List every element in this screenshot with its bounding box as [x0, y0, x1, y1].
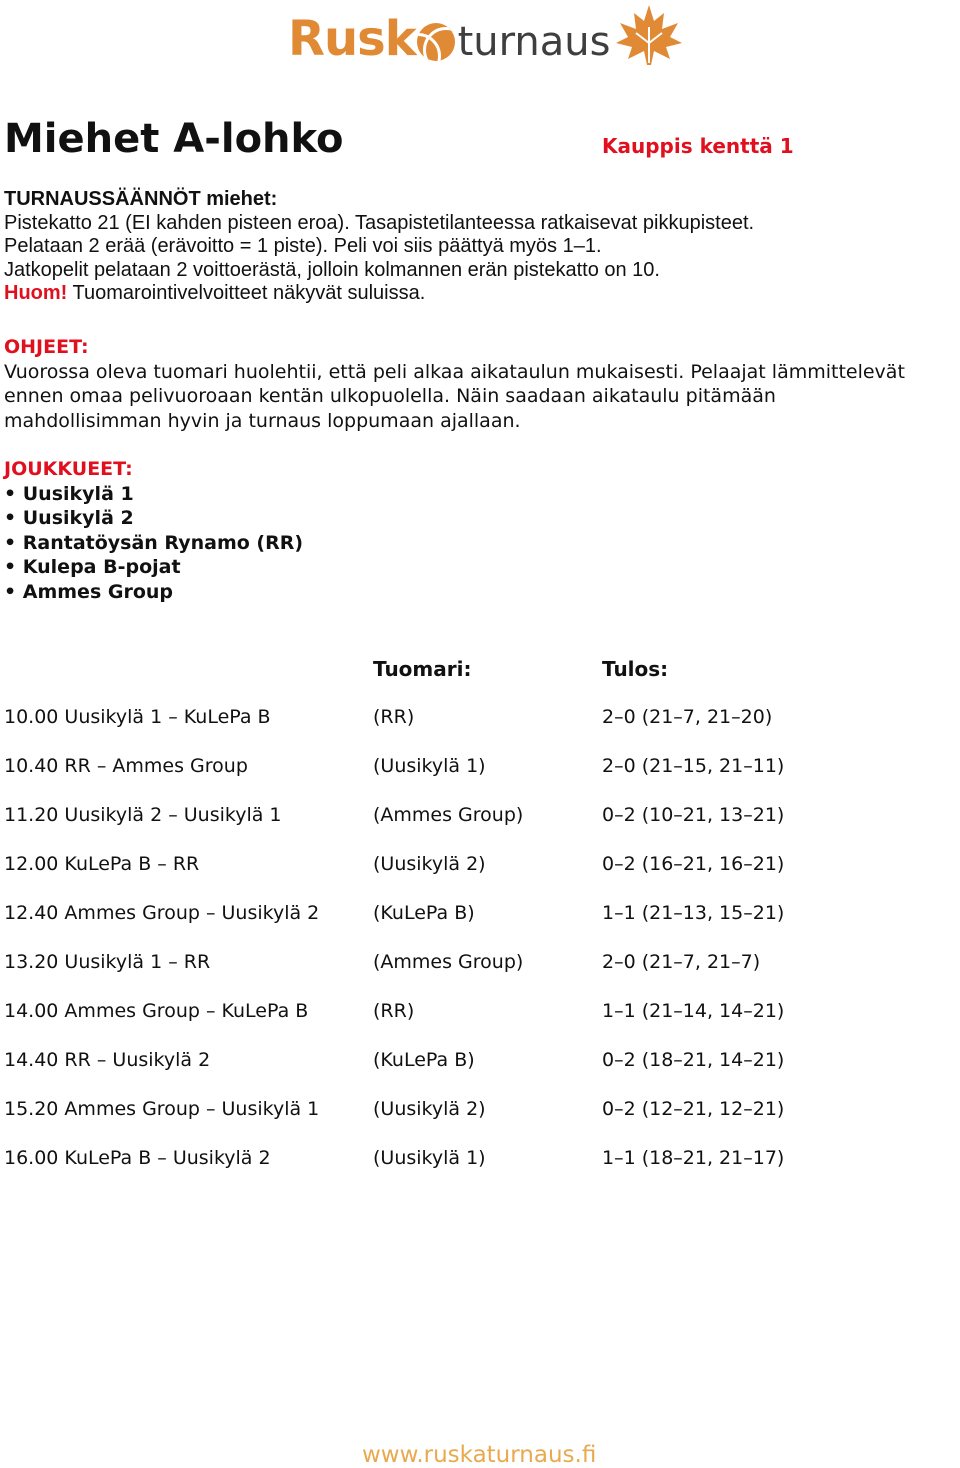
match-game: 11.20 Uusikylä 2 – Uusikylä 1 [4, 804, 282, 826]
rules-line: Pelataan 2 erää (erävoitto = 1 piste). Peli voi siis päättyä myös 1–1. [4, 235, 602, 257]
team-item: • Rantatöysän Rynamo (RR) [4, 531, 304, 554]
team-item: • Kulepa B-pojat [4, 556, 181, 578]
rules-line: Jatkopelit pelataan 2 voittoerästä, jolloin kolmannen erän pistekatto on 10. [4, 258, 660, 281]
match-referee: (KuLePa B) [373, 1049, 475, 1071]
match-game: 10.40 RR – Ammes Group [4, 755, 248, 777]
match-result: 1–1 (21–13, 15–21) [602, 902, 785, 924]
rules-note [4, 282, 754, 306]
match-game: 14.40 RR – Uusikylä 2 [4, 1049, 211, 1071]
result-column-header: Tulos: [602, 657, 669, 681]
match-result: 0–2 (16–21, 16–21) [602, 853, 785, 875]
match-row [0, 804, 960, 830]
note-label: Huom! [4, 282, 68, 304]
match-row [0, 853, 960, 879]
match-game: 16.00 KuLePa B – Uusikylä 2 [4, 1147, 271, 1169]
match-game: 12.40 Ammes Group – Uusikylä 2 [4, 902, 320, 924]
team-item: • Uusikylä 2 [4, 507, 134, 529]
match-referee: (Uusikylä 1) [373, 755, 486, 777]
instructions-section [4, 335, 905, 433]
match-row [0, 1000, 960, 1026]
instructions-line: mahdollisimman hyvin ja turnaus loppumaan ajallaan. [4, 409, 521, 432]
tournament-rules [4, 188, 754, 306]
match-row [0, 1049, 960, 1075]
team-item: • Ammes Group [4, 580, 174, 603]
match-result: 0–2 (18–21, 14–21) [602, 1049, 785, 1071]
volleyball-icon [417, 23, 455, 61]
match-game: 12.00 KuLePa B – RR [4, 853, 200, 875]
match-row [0, 1098, 960, 1124]
ruskaturnaus-logo [288, 4, 684, 74]
note-text: Tuomarointivelvoitteet näkyvät suluissa. [67, 282, 426, 304]
match-referee: (RR) [373, 706, 415, 728]
match-game: 14.00 Ammes Group – KuLePa B [4, 1000, 309, 1022]
match-referee: (Uusikylä 2) [373, 1098, 486, 1120]
website-link[interactable]: www.ruskaturnaus.fi [362, 1442, 597, 1468]
match-referee: (KuLePa B) [373, 902, 475, 924]
match-game: 15.20 Ammes Group – Uusikylä 1 [4, 1098, 320, 1120]
logo-text-turnaus: turnaus [457, 19, 611, 65]
instructions-line: ennen omaa pelivuoroaan kentän ulkopuolella. Näin saadaan aikataulu pitämään [4, 385, 776, 407]
match-result: 1–1 (18–21, 21–17) [602, 1147, 785, 1169]
referee-column-header: Tuomari: [373, 657, 472, 681]
rules-line: Pistekatto 21 (EI kahden pisteen eroa). Tasapistetilanteessa ratkaisevat pikkupisteet. [4, 211, 755, 234]
match-result: 2–0 (21–7, 21–7) [602, 951, 761, 973]
match-result: 0–2 (12–21, 12–21) [602, 1098, 785, 1120]
match-referee: (Uusikylä 2) [373, 853, 486, 875]
match-result: 2–0 (21–7, 21–20) [602, 706, 773, 728]
match-game: 10.00 Uusikylä 1 – KuLePa B [4, 706, 271, 728]
match-result: 0–2 (10–21, 13–21) [602, 804, 785, 826]
match-result: 2–0 (21–15, 21–11) [602, 755, 785, 777]
team-item: • Uusikylä 1 [4, 482, 134, 505]
page-title: Miehet A-lohko [4, 116, 344, 162]
match-referee: (Ammes Group) [373, 951, 524, 973]
instructions-heading: OHJEET: [4, 336, 89, 358]
rules-heading: TURNAUSSÄÄNNÖT miehet: [4, 188, 278, 210]
match-referee: (RR) [373, 1000, 415, 1022]
instructions-line: Vuorossa oleva tuomari huolehtii, että peli alkaa aikataulun mukaisesti. Pelaajat lämmittelevät [4, 360, 905, 383]
match-row [0, 902, 960, 928]
match-game: 13.20 Uusikylä 1 – RR [4, 951, 211, 973]
match-referee: (Ammes Group) [373, 804, 524, 826]
court-label: Kauppis kenttä 1 [602, 134, 794, 158]
match-row [0, 706, 960, 732]
match-row [0, 755, 960, 781]
teams-heading: JOUKKUEET: [4, 458, 133, 480]
match-referee: (Uusikylä 1) [373, 1147, 486, 1169]
match-row [0, 951, 960, 977]
match-row [0, 1147, 960, 1173]
logo-text-rusk: Rusk [288, 11, 416, 67]
match-result: 1–1 (21–14, 14–21) [602, 1000, 785, 1022]
teams-section [4, 457, 303, 604]
maple-leaf-icon [614, 3, 684, 69]
